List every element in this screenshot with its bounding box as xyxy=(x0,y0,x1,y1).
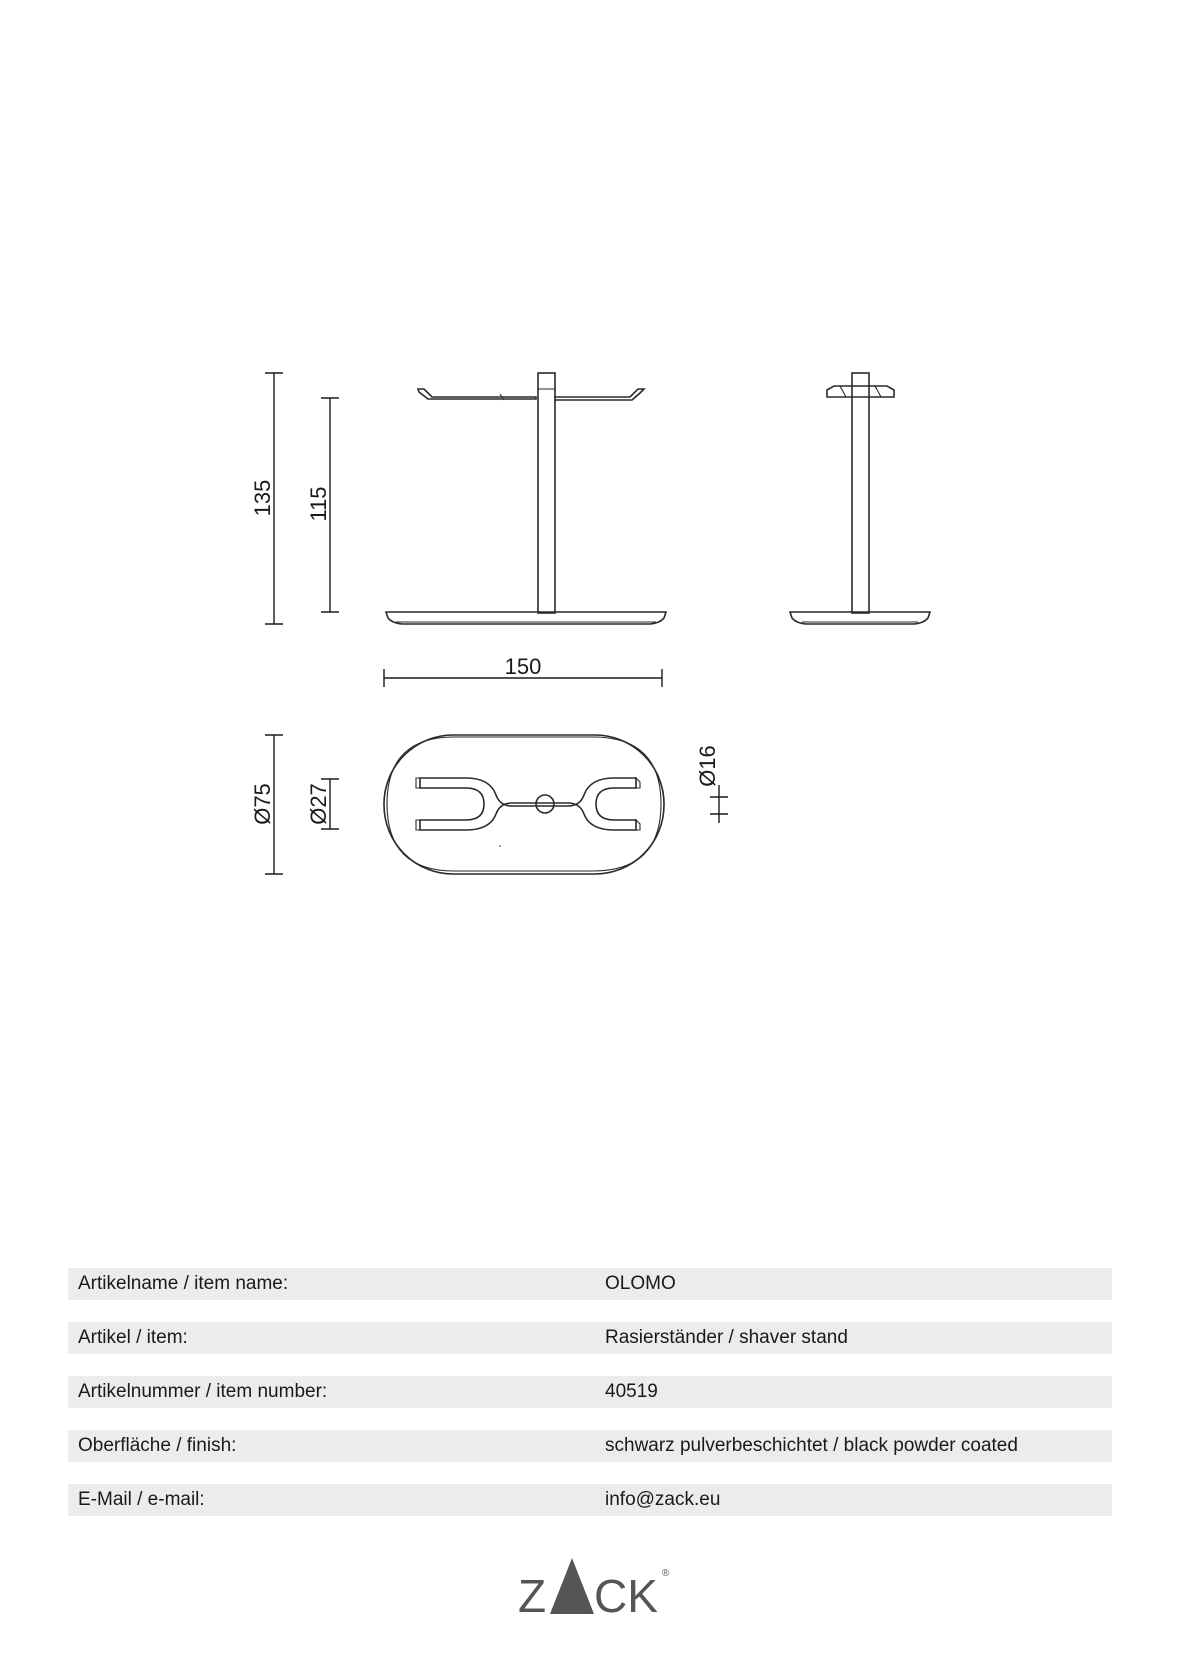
spec-label: Oberfläche / finish: xyxy=(78,1435,237,1456)
dimension-holder-opening xyxy=(306,779,339,829)
logo-triangle xyxy=(550,1558,594,1614)
dimension-base-depth xyxy=(250,735,283,874)
spec-row-finish xyxy=(68,1430,1112,1462)
logo-text-right: CK xyxy=(594,1570,658,1622)
spec-value: schwarz pulverbeschichtet / black powder coated xyxy=(605,1435,1018,1456)
dim-label-holder-opening: Ø27 xyxy=(306,783,331,825)
spec-row-item-number xyxy=(68,1376,1112,1408)
dimension-width xyxy=(384,654,662,687)
top-view xyxy=(384,735,664,874)
spec-table xyxy=(68,1268,1112,1538)
spec-row-item xyxy=(68,1322,1112,1354)
dimension-rod-diameter xyxy=(695,745,728,823)
dim-label-width: 150 xyxy=(504,654,542,679)
dimension-rod-height xyxy=(306,398,339,612)
dim-label-total-height: 135 xyxy=(250,479,275,517)
spec-value: Rasierständer / shaver stand xyxy=(605,1327,848,1348)
logo-text-left: Z xyxy=(518,1570,547,1622)
side-view xyxy=(790,373,930,624)
spec-label: Artikelname / item name: xyxy=(78,1273,289,1294)
front-view xyxy=(386,373,666,624)
dim-label-rod-diameter: Ø16 xyxy=(695,745,720,787)
dim-label-rod-height: 115 xyxy=(306,486,331,522)
spec-value: OLOMO xyxy=(605,1273,676,1294)
zack-logo xyxy=(510,1552,680,1622)
spec-label: E-Mail / e-mail: xyxy=(78,1489,205,1510)
spec-label: Artikel / item: xyxy=(78,1327,188,1348)
dim-label-base-depth: Ø75 xyxy=(250,783,275,825)
spec-label: Artikelnummer / item number: xyxy=(78,1381,328,1402)
dimension-total-height xyxy=(250,373,283,624)
spec-row-email xyxy=(68,1484,1112,1516)
spec-value: info@zack.eu xyxy=(605,1489,721,1510)
logo-registered-mark: ® xyxy=(662,1568,670,1579)
spec-value: 40519 xyxy=(605,1381,658,1402)
spec-row-item-name xyxy=(68,1268,1112,1300)
